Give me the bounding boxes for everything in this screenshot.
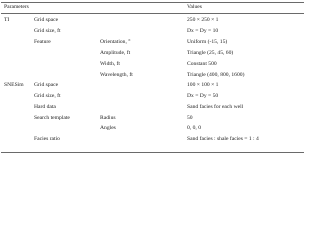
row-value: Constant 500 xyxy=(187,61,217,67)
row-detail: Orientation, ° xyxy=(100,39,131,45)
row-subparameter: Feature xyxy=(34,39,51,45)
row-detail: Amplitude, ft xyxy=(100,50,131,56)
row-detail: Width, ft xyxy=(100,61,120,67)
row-value: Triangle (25, 45, 60) xyxy=(187,50,234,56)
row-detail: Wavelength, ft xyxy=(100,72,133,78)
row-value: Sand facies : shale facies = 1 : 4 xyxy=(187,136,259,142)
row-detail: Angles xyxy=(100,125,116,131)
row-value: Uniform (-15, 15) xyxy=(187,39,228,45)
row-subparameter: Facies ratio xyxy=(34,136,60,142)
row-value: Dx = Dy = 50 xyxy=(187,93,219,99)
row-value: Triangle (400, 800, 1600) xyxy=(187,72,245,78)
row-parameter: TI xyxy=(4,17,10,23)
row-subparameter: Grid size, ft xyxy=(34,93,61,99)
row-parameter: SNESim xyxy=(4,82,24,88)
row-subparameter: Grid space xyxy=(34,82,59,88)
table-top-rule xyxy=(1,2,304,3)
row-value: Dx = Dy = 10 xyxy=(187,28,219,34)
table-header-rule xyxy=(1,13,304,14)
row-value: Sand facies for each well xyxy=(187,104,244,110)
header-parameters: Parameters xyxy=(4,4,29,10)
table-bottom-rule xyxy=(1,152,304,153)
row-subparameter: Grid space xyxy=(34,17,59,23)
row-value: 0, 0, 0 xyxy=(187,125,201,131)
row-detail: Radius xyxy=(100,115,116,121)
row-subparameter: Grid size, ft xyxy=(34,28,61,34)
row-value: 100 × 100 × 1 xyxy=(187,82,219,88)
row-subparameter: Hard data xyxy=(34,104,56,110)
row-value: 250 × 250 × 1 xyxy=(187,17,219,23)
row-value: 50 xyxy=(187,115,193,121)
row-subparameter: Search template xyxy=(34,115,70,121)
header-values: Values xyxy=(187,4,202,10)
